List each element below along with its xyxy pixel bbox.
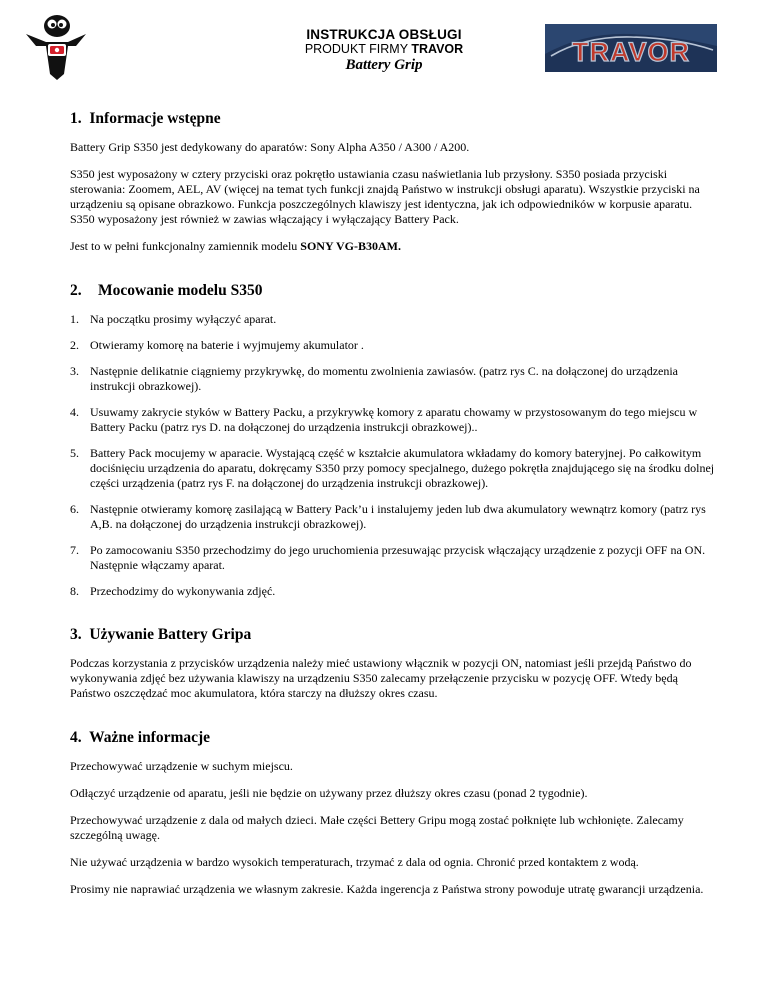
subtitle-prefix: PRODUKT FIRMY xyxy=(304,42,412,56)
list-item xyxy=(70,502,718,532)
section-3-heading xyxy=(70,626,718,644)
step-text: Po zamocowaniu S350 przechodzimy do jego uruchomienia przesuwając przycisk włączający urządzenie z pozycji OFF na ON. Następnie włączamy aparat. xyxy=(90,543,706,572)
step-text: Następnie delikatnie ciągniemy przykrywkę, do momentu zwolnienia zawiasów. (patrz rys C. na dołączonej do urządzenia instrukcji obrazkowej). xyxy=(90,364,679,393)
section-spacer xyxy=(70,610,718,626)
step-number: 8. xyxy=(70,584,79,598)
step-text: Battery Pack mocujemy w aparacie. Wystającą część w kształcie akumulatora wkładamy do komory bateryjnej. Po całkowitym dociśnięciu urządzenia do aparatu, dokręcamy S350 przy pomocy specjalnego, dużego pokrętła znajdującego się na środku dolnej części urządzenia (patrz rys F. na dołączonej do urządzenia instrukcji obrazkowej). xyxy=(90,446,715,490)
section-1-title: Informacje wstępne xyxy=(89,110,221,127)
section-2-number: 2. xyxy=(70,282,82,299)
section-3-paragraph-1: Podczas korzystania z przycisków urządzenia należy mieć ustawiony włącznik w pozycji ON, natomiast jeśli przejdą Państwo do wykonywania zdjęć bez używania klawiszy na urządzeniu S350 zalecamy przełączenie przycisku w pozycję OFF. Wtedy będą Państwo oszczędzać moc akumulatora, która starczy na dłuższy okres czasu. xyxy=(70,656,692,700)
step-text: Na początku prosimy wyłączyć aparat. xyxy=(90,312,277,326)
step-number: 2. xyxy=(70,338,79,352)
section-4-title: Ważne informacje xyxy=(89,729,211,746)
document-body xyxy=(70,110,718,909)
section-4-number: 4. xyxy=(70,729,82,746)
section-spacer xyxy=(70,713,718,729)
section-4-paragraph-1: Przechowywać urządzenie w suchym miejscu. xyxy=(70,759,293,773)
step-number: 6. xyxy=(70,502,79,516)
product-name: Battery Grip xyxy=(345,57,423,73)
step-number: 1. xyxy=(70,312,79,326)
section-4-paragraph-4: Nie używać urządzenia w bardzo wysokich temperaturach, trzymać z dala od ognia. Chronić przed kontaktem z wodą. xyxy=(70,855,639,869)
list-item xyxy=(70,364,718,394)
section-1-heading xyxy=(70,110,718,128)
section-4-paragraph-2: Odłączyć urządzenie od aparatu, jeśli nie będzie on używany przez dłuższy okres czasu (ponad 2 tygodnie). xyxy=(70,786,588,800)
list-item xyxy=(70,584,718,599)
document-title: INSTRUKCJA OBSŁUGI xyxy=(306,27,462,42)
list-item xyxy=(70,405,718,435)
step-text: Usuwamy zakrycie styków w Battery Packu, a przykrywkę komory z aparatu chowamy w przystosowanym do tego miejscu w Battery Packu (patrz rys D. na dołączonej do urządzenia instrukcji obrazkowej).. xyxy=(90,405,698,434)
section-1-p3-text: Jest to w pełni funkcjonalny zamiennik modelu xyxy=(70,239,301,253)
step-number: 7. xyxy=(70,543,79,557)
logo-text: TRAVOR xyxy=(572,37,690,67)
list-item xyxy=(70,312,718,327)
section-1-model-name: SONY VG-B30AM. xyxy=(300,239,401,253)
section-1-paragraph-1: Battery Grip S350 jest dedykowany do aparatów: Sony Alpha A350 / A300 / A200. xyxy=(70,140,470,154)
step-text: Następnie otwieramy komorę zasilającą w Battery Pack’u i instalujemy jeden lub dwa akumulatory wewnątrz komory (patrz rys A,B. na dołączonej do urządzenia instrukcji obrazkowej). xyxy=(90,502,706,531)
header-text-block xyxy=(180,27,588,74)
list-item xyxy=(70,338,718,353)
section-4-paragraph-5: Prosimy nie naprawiać urządzenia we własnym zakresie. Każda ingerencja z Państwa strony powoduje utratę gwarancji urządzenia. xyxy=(70,882,704,896)
subtitle-brand: TRAVOR xyxy=(411,42,464,56)
list-item xyxy=(70,543,718,573)
step-text: Przechodzimy do wykonywania zdjęć. xyxy=(90,584,276,598)
section-1-paragraph-3 xyxy=(70,239,718,254)
section-3-title: Używanie Battery Gripa xyxy=(89,626,252,643)
mascot-logo-icon xyxy=(24,12,88,82)
section-4-paragraph-3: Przechowywać urządzenie z dala od małych dzieci. Małe części Bettery Gripu mogą zostać połknięte lub wchłonięte. Zalecamy szczególną uwagę. xyxy=(70,813,684,842)
section-1-number: 1. xyxy=(70,110,82,127)
section-1-paragraph-2: S350 jest wyposażony w cztery przyciski oraz pokrętło ustawiania czasu naświetlania lub przysłony. S350 posiada przyciski sterowania: Zoomem, AEL, AV (więcej na temat tych funkcji znajdą Państwo w instrukcji obsługi aparatu). Wszystkie przyciski na urządzeniu są opisane obrazkowo. Funkcja poszczególnych klawiszy jest identyczna, jak ich odpowiedników w korpusie aparatu. S350 wyposażony jest również w zawias włączający i wyłączający Battery Pack. xyxy=(70,167,700,226)
section-4-heading xyxy=(70,729,718,747)
travor-logo xyxy=(545,24,717,72)
document-subtitle xyxy=(180,42,588,57)
section-2-heading xyxy=(70,282,718,300)
step-text: Otwieramy komorę na baterie i wyjmujemy akumulator . xyxy=(90,338,364,352)
step-number: 5. xyxy=(70,446,79,460)
section-2-title: Mocowanie modelu S350 xyxy=(98,282,263,299)
step-number: 3. xyxy=(70,364,79,378)
document-header xyxy=(0,0,768,96)
step-number: 4. xyxy=(70,405,79,419)
section-3-number: 3. xyxy=(70,626,82,643)
list-item xyxy=(70,446,718,491)
mounting-steps-list xyxy=(70,312,718,599)
